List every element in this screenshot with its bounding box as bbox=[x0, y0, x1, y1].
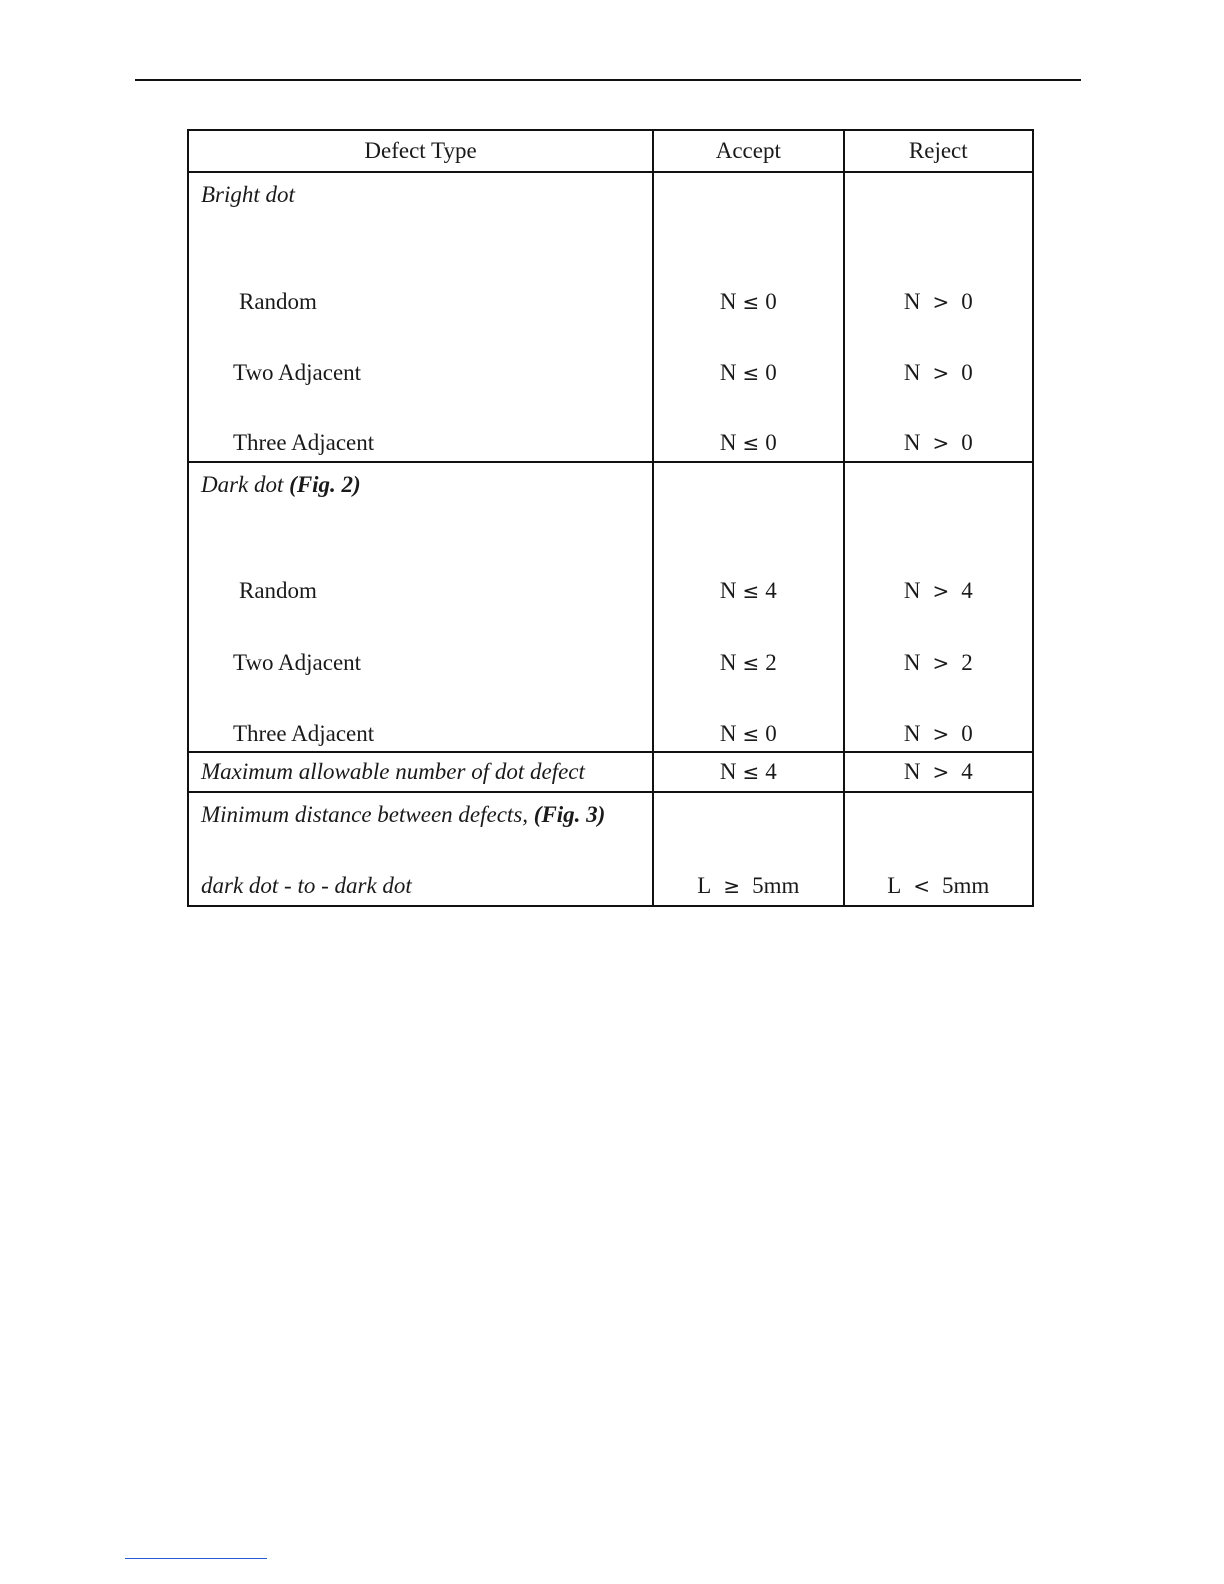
bright-dot-title: Bright dot bbox=[201, 182, 295, 207]
dark-two-adjacent-accept: N ≤ 2 bbox=[719, 650, 777, 675]
min-distance-title: Minimum distance between defects, bbox=[201, 802, 529, 827]
table-header-row bbox=[188, 130, 1033, 172]
dark-random-reject: N > 4 bbox=[903, 578, 973, 603]
dark-dot-reject bbox=[844, 462, 1033, 752]
dark-random-accept: N ≤ 4 bbox=[719, 578, 777, 603]
bright-dot-types bbox=[188, 172, 653, 462]
bright-dot-accept bbox=[653, 172, 843, 462]
max-dot-defect-accept: N ≤ 4 bbox=[719, 759, 777, 784]
bright-three-adjacent-accept: N ≤ 0 bbox=[719, 430, 777, 455]
dark-two-adjacent-label: Two Adjacent bbox=[233, 650, 362, 675]
dark-dot-fig-ref: (Fig. 2) bbox=[289, 472, 361, 497]
max-dot-defect-row bbox=[188, 752, 1033, 792]
min-distance-fig-ref: (Fig. 3) bbox=[533, 802, 606, 827]
bright-two-adjacent-reject: N > 0 bbox=[903, 360, 973, 385]
dark-two-adjacent-reject: N > 2 bbox=[903, 650, 973, 675]
max-dot-defect-reject: N > 4 bbox=[903, 759, 973, 784]
max-dot-defect-label: Maximum allowable number of dot defect bbox=[201, 759, 585, 784]
min-distance-accept: L ≥ 5mm bbox=[697, 873, 800, 898]
min-distance-reject: L < 5mm bbox=[887, 873, 990, 898]
bright-dot-group bbox=[188, 172, 1033, 462]
header-reject: Reject bbox=[844, 130, 1033, 172]
bright-random-label: Random bbox=[239, 289, 317, 314]
dark-dot-title: Dark dot bbox=[201, 472, 284, 497]
footer-link-rule bbox=[125, 1558, 267, 1559]
dark-three-adjacent-reject: N > 0 bbox=[903, 721, 973, 746]
bright-two-adjacent-accept: N ≤ 0 bbox=[719, 360, 777, 385]
dark-random-label: Random bbox=[239, 578, 317, 603]
bright-two-adjacent-label: Two Adjacent bbox=[233, 360, 362, 385]
header-rule bbox=[135, 79, 1081, 81]
bright-random-reject: N > 0 bbox=[903, 289, 973, 314]
bright-three-adjacent-label: Three Adjacent bbox=[233, 430, 375, 455]
dark-three-adjacent-accept: N ≤ 0 bbox=[719, 721, 777, 746]
bright-random-accept: N ≤ 0 bbox=[719, 289, 777, 314]
dark-dot-group bbox=[188, 462, 1033, 752]
defect-criteria-table bbox=[187, 129, 1034, 907]
bright-dot-reject bbox=[844, 172, 1033, 462]
header-defect-type: Defect Type bbox=[188, 130, 653, 172]
header-accept: Accept bbox=[653, 130, 843, 172]
dark-to-dark-label: dark dot - to - dark dot bbox=[201, 873, 412, 898]
dark-dot-accept bbox=[653, 462, 843, 752]
min-distance-group bbox=[188, 792, 1033, 906]
bright-three-adjacent-reject: N > 0 bbox=[903, 430, 973, 455]
dark-dot-types bbox=[188, 462, 653, 752]
dark-three-adjacent-label: Three Adjacent bbox=[233, 721, 375, 746]
